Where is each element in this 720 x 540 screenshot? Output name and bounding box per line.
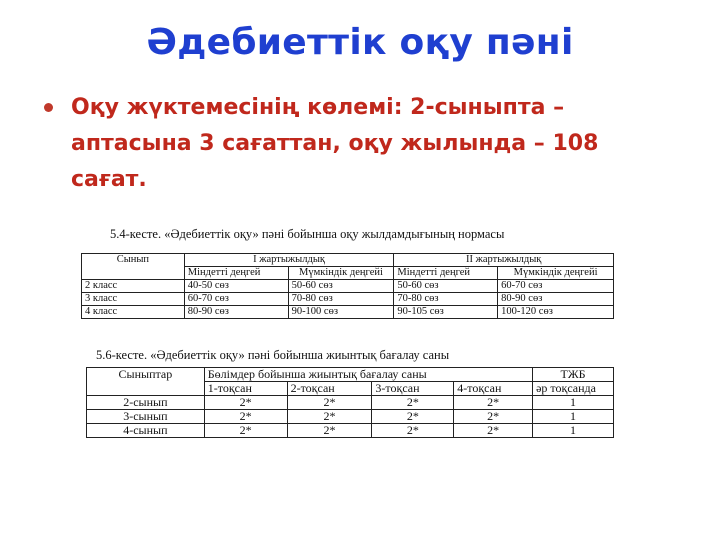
table-cell: 40-50 сөз [184, 280, 288, 293]
table-row [87, 396, 614, 410]
table-cell: 2 класс [82, 280, 185, 293]
subheader-quarter: 1-тоқсан [204, 382, 287, 396]
subheader-quarter: 2-тоқсан [287, 382, 372, 396]
assessment-count-table [86, 367, 614, 438]
table-cell: 1 [533, 410, 614, 424]
subheader-required: Міндетті деңгей [184, 267, 288, 280]
table-cell: 80-90 сөз [498, 293, 614, 306]
table-cell: 2* [287, 410, 372, 424]
table-cell: 90-105 сөз [394, 306, 498, 319]
header-half1: I жартыжылдық [184, 254, 394, 267]
table-cell: 2* [204, 410, 287, 424]
subheader-possible: Мүмкіндік деңгейі [498, 267, 614, 280]
table-cell: 80-90 сөз [184, 306, 288, 319]
table-cell: 2* [372, 396, 454, 410]
table-cell: 2* [204, 396, 287, 410]
table-row [82, 280, 614, 293]
table-cell: 4-сынып [87, 424, 205, 438]
table-row [82, 306, 614, 319]
header-grades: Сыныптар [87, 368, 205, 396]
header-grade: Сынып [82, 254, 185, 280]
table1-caption: 5.4-кесте. «Әдебиеттік оқу» пәні бойынша оқу жылдамдығының нормасы [110, 227, 505, 241]
table-cell: 50-60 сөз [288, 280, 394, 293]
table-cell: 3 класс [82, 293, 185, 306]
subheader-possible: Мүмкіндік деңгейі [288, 267, 394, 280]
table-cell: 50-60 сөз [394, 280, 498, 293]
table-cell: 2* [372, 424, 454, 438]
header-sections: Бөлімдер бойынша жиынтық бағалау саны [204, 368, 532, 382]
table-cell: 2* [287, 424, 372, 438]
table-cell: 100-120 сөз [498, 306, 614, 319]
header-half2: II жартыжылдық [394, 254, 614, 267]
subheader-quarter: 4-тоқсан [454, 382, 533, 396]
bullet-text: Оқу жүктемесінің көлемі: 2-сыныпта – аптасына 3 сағаттан, оқу жылында – 108 сағат. [71, 95, 599, 192]
subheader-quarter: 3-тоқсан [372, 382, 454, 396]
table-cell: 2* [454, 424, 533, 438]
table-cell: 2* [454, 410, 533, 424]
table-row [87, 410, 614, 424]
table-cell: 90-100 сөз [288, 306, 394, 319]
reading-speed-table [81, 253, 614, 319]
slide-title: Әдебиеттік оқу пәні [146, 22, 574, 63]
table-cell: 2* [204, 424, 287, 438]
table-cell: 2-сынып [87, 396, 205, 410]
table-cell: 60-70 сөз [184, 293, 288, 306]
table-cell: 2* [372, 410, 454, 424]
table-row [87, 424, 614, 438]
table-cell: 70-80 сөз [288, 293, 394, 306]
subheader-required: Міндетті деңгей [394, 267, 498, 280]
subheader-each-quarter: әр тоқсанда [533, 382, 614, 396]
table2-caption: 5.6-кесте. «Әдебиеттік оқу» пәні бойынша жиынтық бағалау саны [96, 348, 450, 362]
table-cell: 3-сынып [87, 410, 205, 424]
table-cell: 1 [533, 424, 614, 438]
table-cell: 1 [533, 396, 614, 410]
table-cell: 60-70 сөз [498, 280, 614, 293]
table-cell: 70-80 сөз [394, 293, 498, 306]
table-row [82, 293, 614, 306]
bullet-dot-icon [44, 103, 53, 112]
table-cell: 2* [454, 396, 533, 410]
header-tzb: ТЖБ [533, 368, 614, 382]
table-cell: 4 класс [82, 306, 185, 319]
table-cell: 2* [287, 396, 372, 410]
bullet-item [44, 90, 664, 198]
